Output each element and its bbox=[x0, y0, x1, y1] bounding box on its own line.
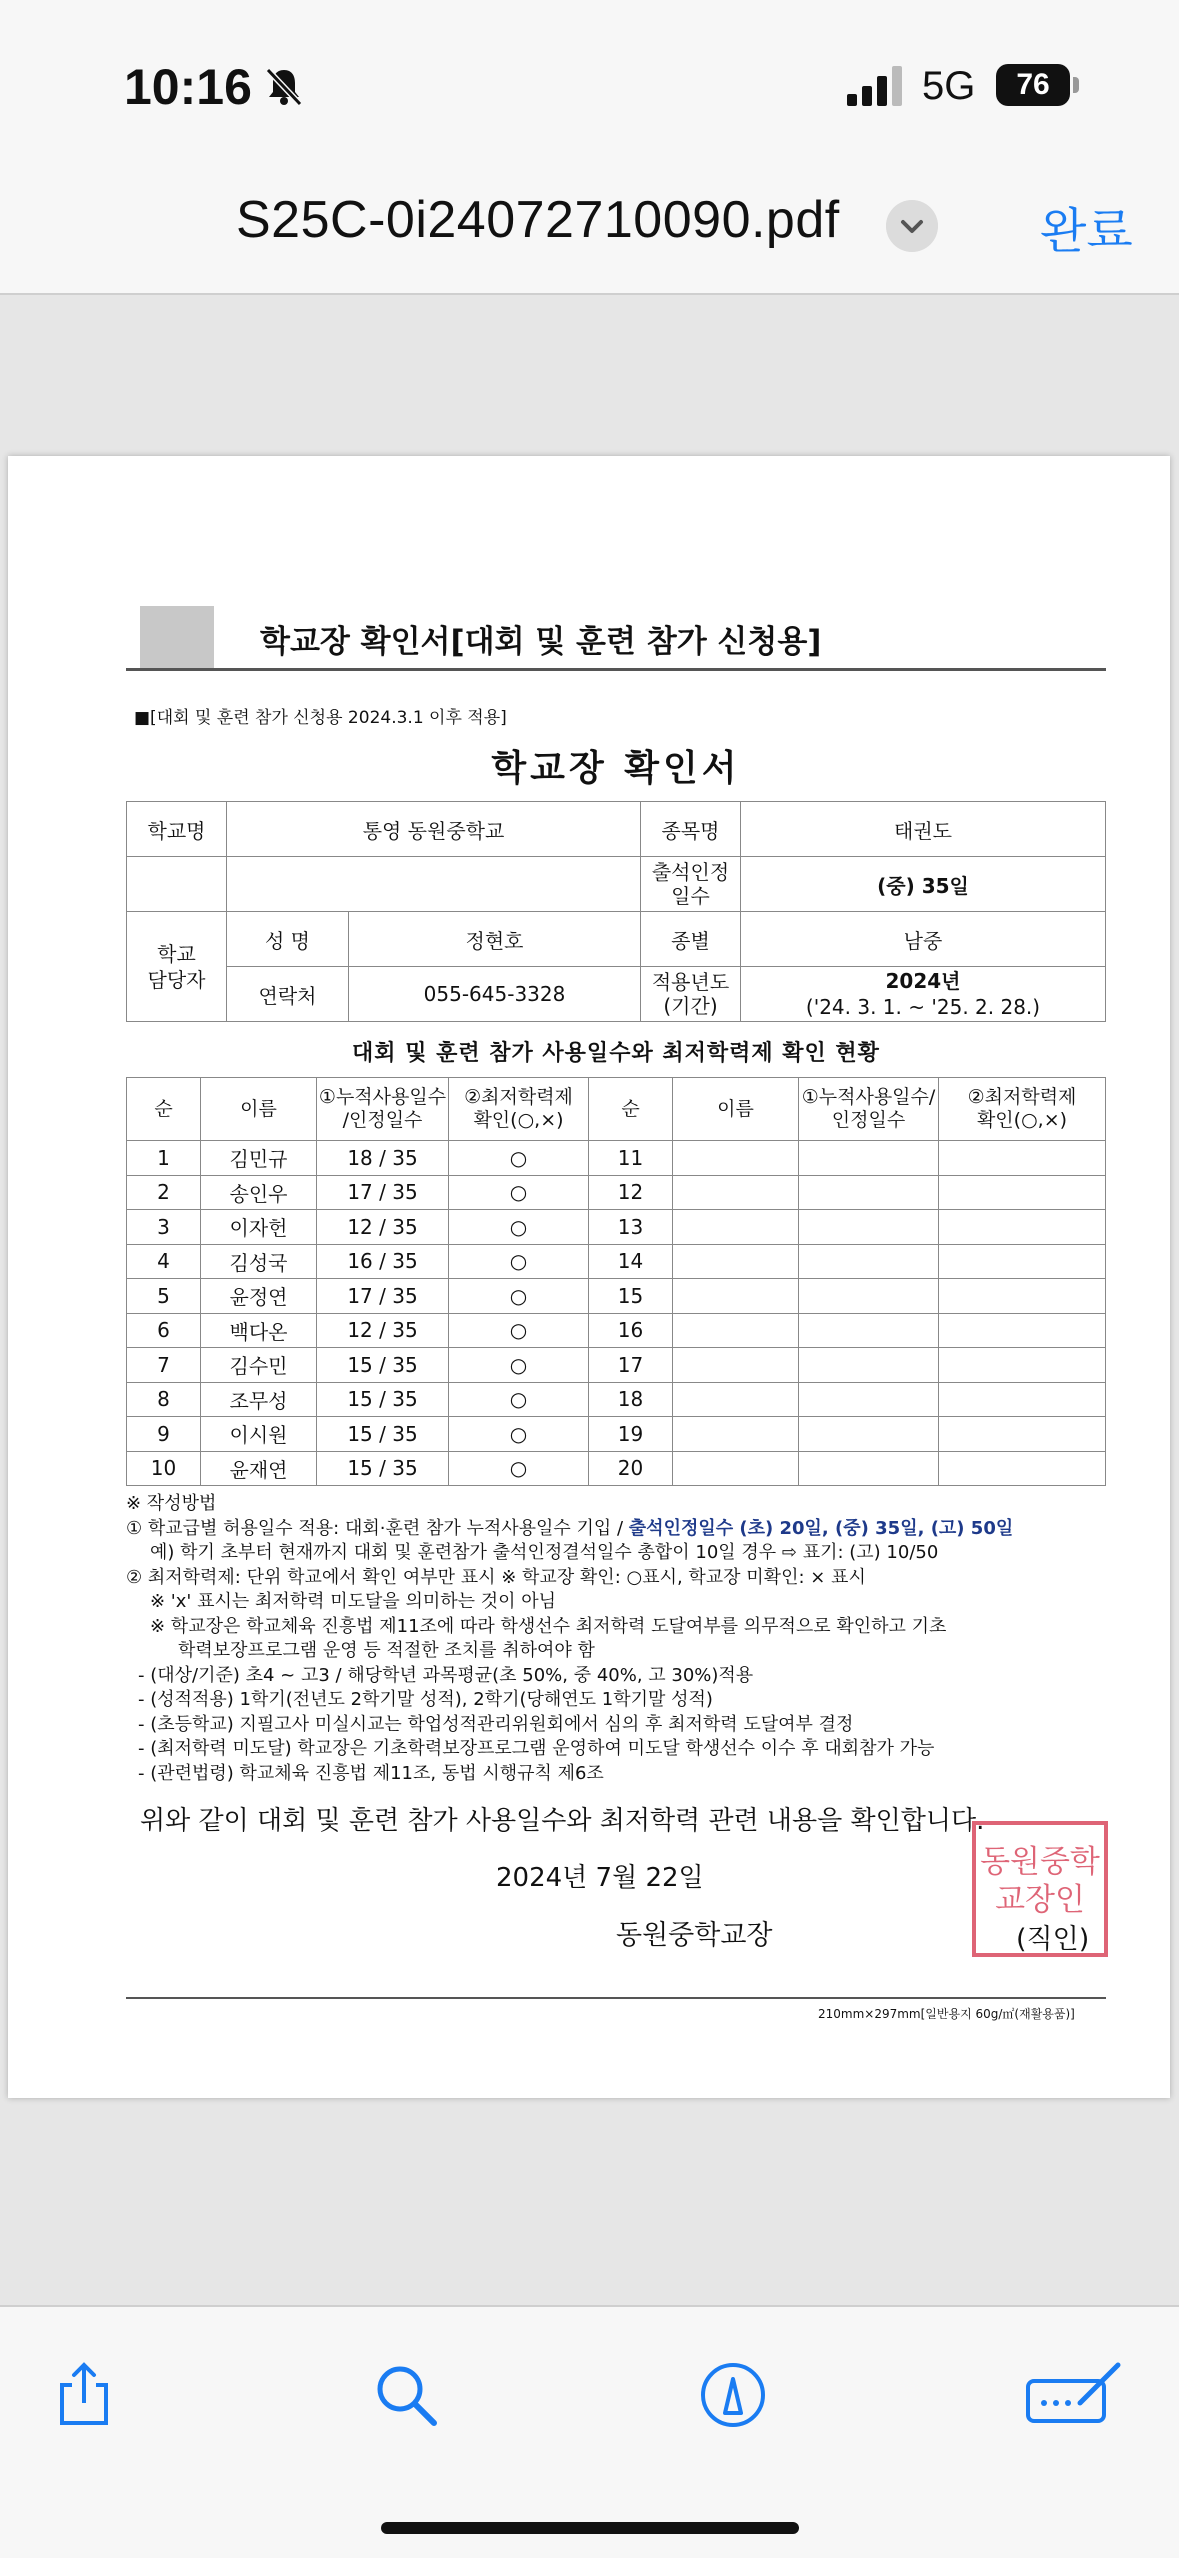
student-check: ○ bbox=[449, 1210, 589, 1245]
student-no: 2 bbox=[127, 1175, 201, 1210]
chevron-down-icon[interactable] bbox=[886, 200, 938, 252]
battery-icon: 76 bbox=[996, 64, 1070, 106]
table-row bbox=[127, 1279, 1106, 1314]
student-days: 17 / 35 bbox=[317, 1175, 449, 1210]
official-stamp: 동원중학 교장인 bbox=[972, 1821, 1108, 1957]
student-check: ○ bbox=[449, 1313, 589, 1348]
school-name: 통영 동원중학교 bbox=[227, 802, 641, 857]
student-days: 15 / 35 bbox=[317, 1382, 449, 1417]
student-days-right bbox=[799, 1175, 939, 1210]
header-days: ①누적사용일수 /인정일수 bbox=[317, 1078, 449, 1141]
notes-title: ※ 작성방법 bbox=[126, 1493, 217, 1514]
header-check: ②최저학력제 확인(○,×) bbox=[449, 1078, 589, 1141]
student-check: ○ bbox=[449, 1417, 589, 1452]
student-name-right bbox=[673, 1175, 799, 1210]
table-row bbox=[127, 1175, 1106, 1210]
student-no: 4 bbox=[127, 1244, 201, 1279]
signal-icon bbox=[847, 66, 903, 106]
student-check: ○ bbox=[449, 1244, 589, 1279]
table-row bbox=[127, 1417, 1106, 1452]
note-4b: 학력보장프로그램 운영 등 적절한 조치를 취하여야 함 bbox=[178, 1640, 595, 1661]
student-check: ○ bbox=[449, 1348, 589, 1383]
table-row bbox=[127, 1451, 1106, 1486]
student-name: 윤재연 bbox=[201, 1451, 317, 1486]
student-name-right bbox=[673, 1348, 799, 1383]
bottom-toolbar bbox=[0, 2305, 1179, 2558]
bell-off-icon bbox=[262, 64, 306, 108]
name-label: 성 명 bbox=[227, 912, 349, 967]
student-no-right: 13 bbox=[589, 1210, 673, 1245]
subnote: ■[대회 및 훈련 참가 신청용 2024.3.1 이후 적용] bbox=[134, 708, 507, 728]
note-6: - (성적적용) 1학기(전년도 2학기말 성적), 2학기(당해연도 1학기말 성적) bbox=[138, 1689, 713, 1710]
heading-text: 학교장 확인서[대회 및 훈련 참가 신청용] bbox=[260, 624, 822, 660]
home-indicator bbox=[381, 2522, 799, 2534]
student-check-right bbox=[939, 1210, 1106, 1245]
student-days-right bbox=[799, 1382, 939, 1417]
year-value: 2024년 bbox=[885, 969, 961, 993]
sign-date: 2024년 7월 22일 bbox=[496, 1863, 704, 1893]
header-days-right: ①누적사용일수/ 인정일수 bbox=[799, 1078, 939, 1141]
student-days-right bbox=[799, 1417, 939, 1452]
note-7: - (초등학교) 지필고사 미실시교는 학업성적관리위원회에서 심의 후 최저학력 도달여부 결정 bbox=[138, 1713, 854, 1735]
student-name: 김성국 bbox=[201, 1244, 317, 1279]
student-no: 6 bbox=[127, 1313, 201, 1348]
section-title: 대회 및 훈련 참가 사용일수와 최저학력제 확인 현황 bbox=[352, 1041, 880, 1066]
student-name-right bbox=[673, 1382, 799, 1417]
note-5: - (대상/기준) 초4 ~ 고3 / 해당학년 과목평균(초 50%, 중 40%, 고 30%)적용 bbox=[138, 1664, 754, 1686]
gender-label: 종별 bbox=[641, 912, 741, 967]
student-check-right bbox=[939, 1279, 1106, 1314]
student-days: 12 / 35 bbox=[317, 1313, 449, 1348]
confirm-text: 위와 같이 대회 및 훈련 참가 사용일수와 최저학력 관련 내용을 확인합니다. bbox=[140, 1806, 985, 1836]
student-no: 8 bbox=[127, 1382, 201, 1417]
student-no-right: 12 bbox=[589, 1175, 673, 1210]
share-icon[interactable] bbox=[48, 2359, 120, 2431]
table-row bbox=[127, 1210, 1106, 1245]
note-1: ① 학교급별 허용일수 적용: 대회·훈련 참가 누적사용일수 기입 / 출석인정일수 (초) 20일, (중) 35일, (고) 50일 bbox=[126, 1517, 1014, 1539]
contact-value: 055-645-3328 bbox=[349, 967, 641, 1022]
student-check-right bbox=[939, 1175, 1106, 1210]
document-heading bbox=[126, 606, 1106, 671]
student-no-right: 15 bbox=[589, 1279, 673, 1314]
header-check-right: ②최저학력제 확인(○,×) bbox=[939, 1078, 1106, 1141]
paper-note: 210mm×297mm[일반용지 60g/㎡(재활용품)] bbox=[818, 2007, 1075, 2021]
student-name-right bbox=[673, 1244, 799, 1279]
student-no-right: 20 bbox=[589, 1451, 673, 1486]
table-row bbox=[127, 1141, 1106, 1176]
network-type: 5G bbox=[922, 64, 976, 108]
student-no: 10 bbox=[127, 1451, 201, 1486]
student-name: 조무성 bbox=[201, 1382, 317, 1417]
manager-name: 정현호 bbox=[349, 912, 641, 967]
student-days: 16 / 35 bbox=[317, 1244, 449, 1279]
student-no-right: 11 bbox=[589, 1141, 673, 1176]
student-days: 18 / 35 bbox=[317, 1141, 449, 1176]
table-row bbox=[127, 1313, 1106, 1348]
student-days: 15 / 35 bbox=[317, 1451, 449, 1486]
student-days-right bbox=[799, 1348, 939, 1383]
period-value: ('24. 3. 1. ~ '25. 2. 28.) bbox=[805, 995, 1041, 1019]
document bbox=[126, 606, 1106, 2021]
student-days: 17 / 35 bbox=[317, 1279, 449, 1314]
student-days-right bbox=[799, 1141, 939, 1176]
student-days-right bbox=[799, 1210, 939, 1245]
student-name-right bbox=[673, 1417, 799, 1452]
info-table bbox=[126, 801, 1106, 1022]
student-no: 7 bbox=[127, 1348, 201, 1383]
student-name-right bbox=[673, 1141, 799, 1176]
note-4: ※ 학교장은 학교체육 진흥법 제11조에 따라 학생선수 최저학력 도달여부를 의무적으로 확인하고 기초 bbox=[150, 1615, 947, 1637]
header-name: 이름 bbox=[201, 1078, 317, 1141]
student-check-right bbox=[939, 1417, 1106, 1452]
signature-area bbox=[126, 1837, 1106, 2021]
student-name: 김민규 bbox=[201, 1141, 317, 1176]
contact-label: 연락처 bbox=[227, 967, 349, 1022]
student-check: ○ bbox=[449, 1279, 589, 1314]
school-head: 동원중학교장 bbox=[616, 1920, 773, 1951]
note-9: - (관련법령) 학교체육 진흥법 제11조, 동법 시행규칙 제6조 bbox=[138, 1762, 604, 1784]
student-name: 백다온 bbox=[201, 1313, 317, 1348]
note-3: ※ 'x' 표시는 최저학력 미도달을 의미하는 것이 아님 bbox=[150, 1591, 557, 1612]
student-name-right bbox=[673, 1210, 799, 1245]
manager-label: 학교 담당자 bbox=[127, 912, 227, 1022]
battery-tip bbox=[1073, 77, 1079, 93]
header-name-right: 이름 bbox=[673, 1078, 799, 1141]
student-check: ○ bbox=[449, 1141, 589, 1176]
student-check: ○ bbox=[449, 1451, 589, 1486]
student-check: ○ bbox=[449, 1175, 589, 1210]
markup-icon[interactable] bbox=[697, 2359, 769, 2431]
student-check-right bbox=[939, 1451, 1106, 1486]
student-no-right: 16 bbox=[589, 1313, 673, 1348]
school-name-label: 학교명 bbox=[127, 802, 227, 857]
student-check-right bbox=[939, 1244, 1106, 1279]
student-days-right bbox=[799, 1244, 939, 1279]
student-name: 이자헌 bbox=[201, 1210, 317, 1245]
seal-label: (직인) bbox=[1016, 1924, 1090, 1955]
header-no-right: 순 bbox=[589, 1078, 673, 1141]
student-no: 9 bbox=[127, 1417, 201, 1452]
search-icon[interactable] bbox=[370, 2359, 442, 2431]
student-days-right bbox=[799, 1279, 939, 1314]
note-1-example: 예) 학기 초부터 현재까지 대회 및 훈련참가 출석인정결석일수 총합이 10일 경우 ⇨ 표기: (고) 10/50 bbox=[150, 1542, 939, 1563]
student-check-right bbox=[939, 1382, 1106, 1417]
attendance-value: (중) 35일 bbox=[741, 857, 1106, 912]
student-days: 12 / 35 bbox=[317, 1210, 449, 1245]
student-name-right bbox=[673, 1279, 799, 1314]
student-no-right: 14 bbox=[589, 1244, 673, 1279]
student-name: 윤정연 bbox=[201, 1279, 317, 1314]
student-table bbox=[126, 1077, 1106, 1486]
event-value: 태권도 bbox=[741, 802, 1106, 857]
student-name: 이시원 bbox=[201, 1417, 317, 1452]
table-row bbox=[127, 1348, 1106, 1383]
note-8: - (최저학력 미도달) 학교장은 기초학력보장프로그램 운영하여 미도달 학생선수 이수 후 대회참가 가능 bbox=[138, 1738, 935, 1759]
table-row bbox=[127, 1244, 1106, 1279]
attendance-label: 출석인정 일수 bbox=[641, 857, 741, 912]
student-no-right: 17 bbox=[589, 1348, 673, 1383]
student-name-right bbox=[673, 1451, 799, 1486]
file-name[interactable]: S25C-0i24072710090.pdf bbox=[236, 191, 840, 249]
student-name-right bbox=[673, 1313, 799, 1348]
done-button[interactable]: 완료 bbox=[1040, 203, 1133, 259]
student-name: 김수민 bbox=[201, 1348, 317, 1383]
student-no: 3 bbox=[127, 1210, 201, 1245]
header-no: 순 bbox=[127, 1078, 201, 1141]
signature-icon[interactable] bbox=[1024, 2359, 1124, 2431]
student-check-right bbox=[939, 1141, 1106, 1176]
student-check: ○ bbox=[449, 1382, 589, 1417]
heading-box bbox=[140, 606, 214, 668]
student-check-right bbox=[939, 1348, 1106, 1383]
notes bbox=[126, 1492, 1106, 1786]
year-label: 적용년도 (기간) bbox=[641, 967, 741, 1022]
pdf-page[interactable] bbox=[8, 456, 1170, 2098]
gender-value: 남중 bbox=[741, 912, 1106, 967]
student-days: 15 / 35 bbox=[317, 1417, 449, 1452]
student-no: 5 bbox=[127, 1279, 201, 1314]
table-row bbox=[127, 1382, 1106, 1417]
year-cell bbox=[741, 967, 1106, 1022]
student-no-right: 19 bbox=[589, 1417, 673, 1452]
student-no-right: 18 bbox=[589, 1382, 673, 1417]
student-check-right bbox=[939, 1313, 1106, 1348]
student-days: 15 / 35 bbox=[317, 1348, 449, 1383]
status-time: 10:16 bbox=[124, 59, 252, 115]
event-label: 종목명 bbox=[641, 802, 741, 857]
student-days-right bbox=[799, 1451, 939, 1486]
note-2: ② 최저학력제: 단위 학교에서 확인 여부만 표시 ※ 학교장 확인: ○표시, 학교장 미확인: × 표시 bbox=[126, 1566, 866, 1588]
student-name: 송인우 bbox=[201, 1175, 317, 1210]
student-no: 1 bbox=[127, 1141, 201, 1176]
document-title: 학교장 확인서 bbox=[491, 748, 741, 789]
top-bar bbox=[0, 0, 1179, 295]
student-days-right bbox=[799, 1313, 939, 1348]
